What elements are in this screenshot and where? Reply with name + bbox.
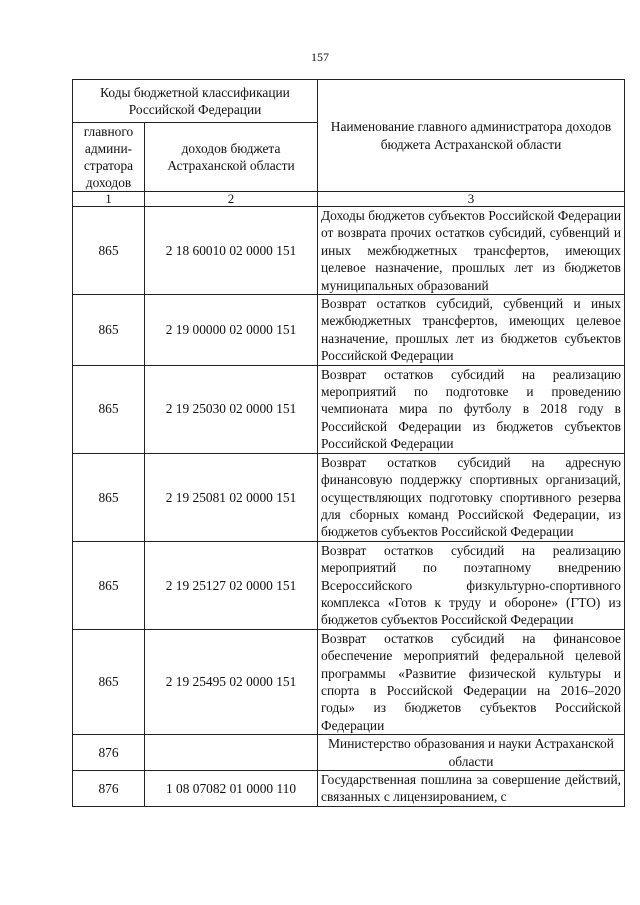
admin-code: 865 — [73, 207, 145, 295]
revenue-name: Доходы бюджетов субъектов Российской Федерации от возврата прочих остатков субсидий, субвенций и иных межбюджетных трансфертов, имеющих целевое назначение, прошлых лет из бюджетов муниципальных образований — [318, 207, 625, 295]
table-row — [73, 453, 625, 541]
revenue-code — [145, 735, 318, 771]
column-number: 2 — [145, 192, 318, 207]
admin-code: 865 — [73, 365, 145, 453]
table-row — [73, 629, 625, 734]
admin-code: 876 — [73, 735, 145, 771]
header-codes-group: Коды бюджетной классификации Российской Федерации — [73, 80, 318, 123]
header-main-administrator: главного админи-стратора доходов — [73, 123, 145, 192]
revenue-code: 2 19 25081 02 0000 151 — [145, 453, 318, 541]
admin-code: 876 — [73, 771, 145, 807]
table-row-section — [73, 735, 625, 771]
revenue-name: Возврат остатков субсидий, субвенций и иных межбюджетных трансфертов, имеющих целевое назначение, прошлых лет из бюджетов субъектов Российской Федерации — [318, 295, 625, 366]
revenue-code: 2 19 00000 02 0000 151 — [145, 295, 318, 366]
column-number: 3 — [318, 192, 625, 207]
header-administrator-name: Наименование главного администратора доходов бюджета Астраханской области — [318, 80, 625, 192]
table-row — [73, 365, 625, 453]
revenue-name: Возврат остатков субсидий на реализацию мероприятий по подготовке и проведению чемпионата мира по футболу в 2018 году в Российской Федерации из бюджетов субъектов Российской Федерации — [318, 365, 625, 453]
header-row-group — [73, 80, 625, 123]
header-revenue-code: доходов бюджета Астраханской области — [145, 123, 318, 192]
revenue-name: Возврат остатков субсидий на реализацию мероприятий по поэтапному внедрению Всероссийского физкультурно-спортивного комплекса «Готов к труду и обороне» (ГТО) из бюджетов субъектов Российской Федерации — [318, 541, 625, 629]
revenue-name: Возврат остатков субсидий на адресную финансовую поддержку спортивных организаций, осуществляющих подготовку спортивного резерва для сборных команд Российской Федерации, из бюджетов субъектов Российской Федерации — [318, 453, 625, 541]
admin-code: 865 — [73, 629, 145, 734]
table-row — [73, 207, 625, 295]
column-number: 1 — [73, 192, 145, 207]
revenue-code: 2 19 25495 02 0000 151 — [145, 629, 318, 734]
budget-classification-table — [72, 79, 625, 807]
admin-code: 865 — [73, 453, 145, 541]
administrator-section-title: Министерство образования и науки Астраханской области — [318, 735, 625, 771]
table-row — [73, 295, 625, 366]
table-row — [73, 541, 625, 629]
column-numbers-row — [73, 192, 625, 207]
admin-code: 865 — [73, 541, 145, 629]
table-row — [73, 771, 625, 807]
revenue-name: Государственная пошлина за совершение действий, связанных с лицензированием, с — [318, 771, 625, 807]
revenue-code: 2 18 60010 02 0000 151 — [145, 207, 318, 295]
revenue-code: 2 19 25030 02 0000 151 — [145, 365, 318, 453]
revenue-name: Возврат остатков субсидий на финансовое обеспечение мероприятий федеральной целевой программы «Развитие физической культуры и спорта в Российской Федерации на 2016–2020 годы» из бюджетов субъектов Российской Федерации — [318, 629, 625, 734]
revenue-code: 2 19 25127 02 0000 151 — [145, 541, 318, 629]
page-number: 157 — [311, 50, 329, 64]
revenue-code: 1 08 07082 01 0000 110 — [145, 771, 318, 807]
admin-code: 865 — [73, 295, 145, 366]
